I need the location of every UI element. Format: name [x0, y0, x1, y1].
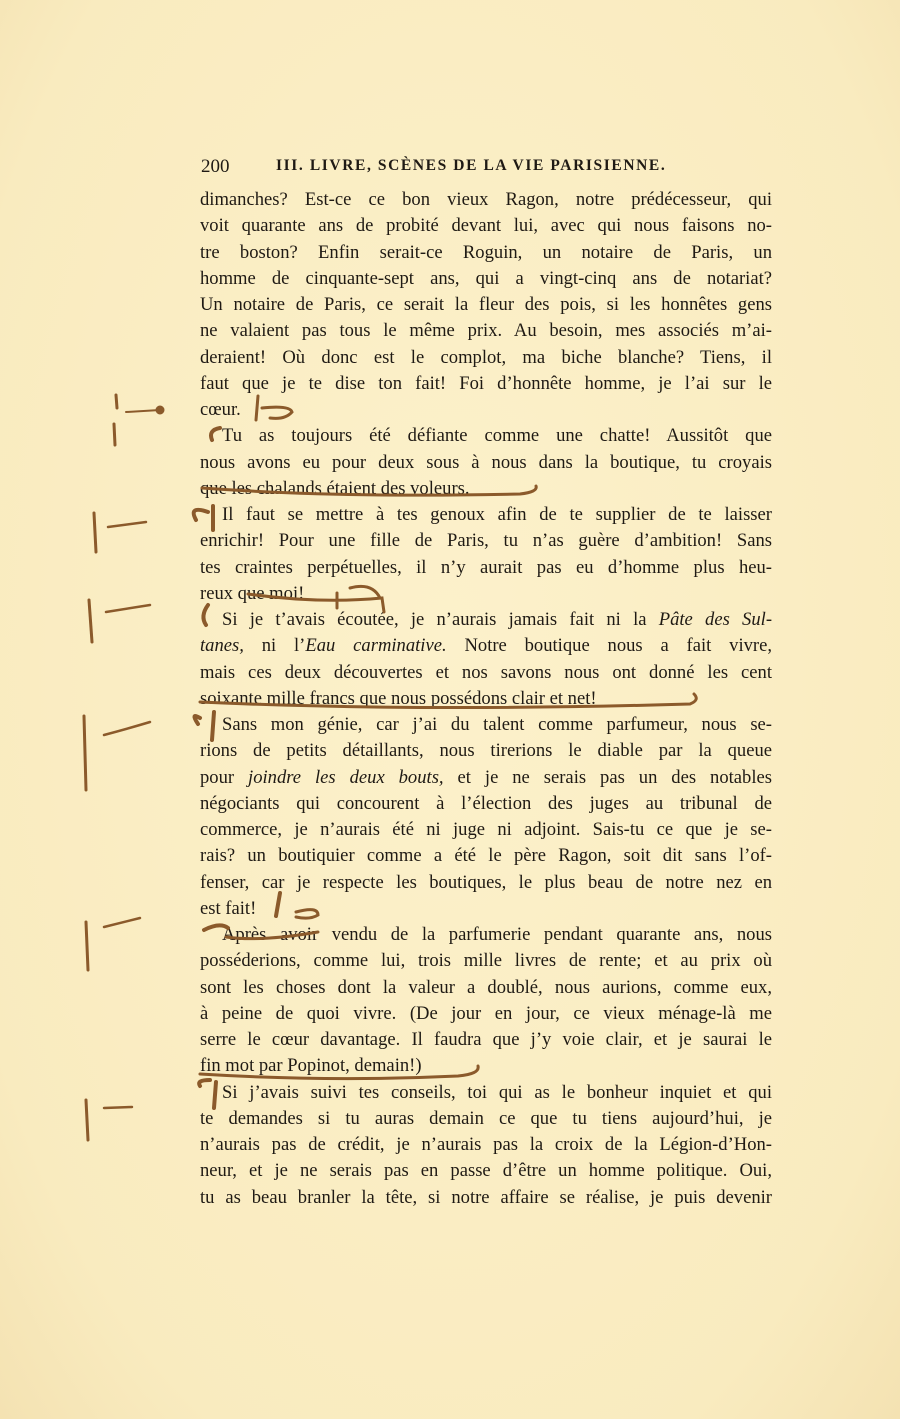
- text-segment: tes craintes perpétuelles, il n’y aurait pas eu d’homme plus heu-: [200, 556, 772, 578]
- text-line: [200, 712, 772, 738]
- margin-paragraph-mark: [86, 1100, 132, 1140]
- text-segment: soixante mille francs que nous possédons clair et net!: [200, 687, 597, 709]
- margin-paragraph-mark: [94, 513, 146, 552]
- text-line: [200, 423, 772, 449]
- text-line: [200, 528, 772, 554]
- text-line: [200, 975, 772, 1001]
- text-line: [200, 476, 772, 502]
- text-segment: fenser, car je respecte les boutiques, le plus beau de notre nez en: [200, 871, 772, 893]
- text-segment: serre le cœur davantage. Il faudra que j’y voie clair, et je saurai le: [200, 1029, 772, 1050]
- text-line: [200, 948, 772, 974]
- text-line: [200, 633, 772, 659]
- text-segment: Tu as toujours été défiante comme une chatte! Aussitôt que: [222, 425, 772, 447]
- italic-text: joindre les deux bouts,: [248, 766, 444, 788]
- italic-text: Pâte des Sul-: [658, 609, 773, 630]
- margin-paragraph-mark: [89, 600, 150, 642]
- running-title: III. LIVRE, SCÈNES DE LA VIE PARISIENNE.: [276, 157, 667, 174]
- text-segment: rais? un boutiquier comme a été le père Ragon, soit dit sans l’of-: [200, 845, 772, 867]
- text-line: [200, 1053, 772, 1079]
- text-line: [200, 843, 772, 869]
- text-segment: sont les choses dont la valeur a doublé, nous aurions, comme eux,: [200, 976, 772, 998]
- text-segment: Sans mon génie, car j’ai du talent comme parfumeur, nous se-: [222, 714, 772, 735]
- text-segment: est fait!: [200, 897, 257, 919]
- text-line: [200, 738, 772, 764]
- text-segment: commerce, je n’aurais été ni juge ni adjoint. Sais-tu ce que je se-: [200, 819, 772, 840]
- text-line: [200, 555, 772, 581]
- text-line: [200, 397, 772, 423]
- page-body-text: [200, 187, 772, 1211]
- running-header: [201, 156, 772, 180]
- text-line: [200, 187, 772, 213]
- text-line: [200, 266, 772, 292]
- margin-paragraph-mark: [86, 918, 140, 970]
- text-line: [200, 896, 772, 922]
- text-line: [200, 292, 772, 318]
- text-segment: à peine de quoi vivre. (De jour en jour, ce vieux ménage-là me: [200, 1002, 772, 1024]
- text-line: [200, 1080, 772, 1106]
- text-line: [200, 791, 772, 817]
- text-segment: fin mot par Popinot, demain!): [200, 1055, 422, 1077]
- text-line: [200, 607, 772, 633]
- text-segment: voit quarante ans de probité devant lui, avec qui nous faisons no-: [200, 215, 772, 237]
- italic-text: tanes,: [200, 635, 244, 657]
- text-segment: enrichir! Pour une fille de Paris, tu n’as guère d’ambition! Sans: [200, 530, 772, 552]
- text-segment: reux que moi!: [200, 582, 305, 604]
- text-line: [200, 1001, 772, 1027]
- text-segment: neur, et je ne serais pas en passe d’être un homme politique. Oui,: [200, 1160, 772, 1182]
- text-segment: deraient! Où donc est le complot, ma biche blanche? Tiens, il: [200, 346, 772, 368]
- text-line: [200, 502, 772, 528]
- text-line: [200, 345, 772, 371]
- text-segment: mais ces deux découvertes et nos savons nous ont donné les cent: [200, 661, 772, 683]
- text-segment: ne valaient pas tous le même prix. Au besoin, mes associés m’ai-: [200, 320, 772, 342]
- text-segment: Si j’avais suivi tes conseils, toi qui as le bonheur inquiet et qui: [222, 1081, 772, 1103]
- text-segment: n’aurais pas de crédit, je n’aurais pas la croix de la Légion-d’Hon-: [200, 1134, 772, 1155]
- text-segment: cœur.: [200, 399, 241, 420]
- text-segment: négociants qui concourent à l’élection des juges au tribunal de: [200, 792, 772, 814]
- text-segment: Il faut se mettre à tes genoux afin de te supplier de te laisser: [222, 504, 772, 525]
- text-segment: posséderions, comme lui, trois mille livres de rente; et au prix où: [200, 950, 772, 972]
- page-number: 200: [201, 156, 230, 177]
- text-segment: tre boston? Enfin serait-ce Roguin, un notaire de Paris, un: [200, 241, 772, 263]
- text-segment: nous avons eu pour deux sous à nous dans la boutique, tu croyais: [200, 451, 772, 473]
- text-segment: que les chalands étaient des voleurs.: [200, 477, 470, 499]
- italic-text: Eau carminative.: [305, 635, 447, 657]
- text-line: [200, 1185, 772, 1211]
- text-segment: et je ne serais pas un des notables: [443, 766, 772, 788]
- text-segment: te demandes si tu auras demain ce que tu tiens aujourd’hui, je: [200, 1107, 772, 1129]
- text-line: [200, 922, 772, 948]
- text-line: [200, 686, 772, 712]
- text-segment: pour: [200, 766, 249, 788]
- text-segment: ni l’: [243, 635, 306, 657]
- text-line: [200, 1027, 772, 1053]
- margin-paragraph-mark: [84, 716, 150, 790]
- text-line: [200, 870, 772, 896]
- text-segment: tu as beau branler la tête, si notre affaire se réalise, je puis devenir: [200, 1186, 772, 1208]
- text-line: [200, 765, 772, 791]
- text-segment: faut que je te dise ton fait! Foi d’honnête homme, je l’ai sur le: [200, 372, 772, 394]
- text-line: [200, 581, 772, 607]
- text-segment: dimanches? Est-ce ce bon vieux Ragon, notre prédécesseur, qui: [200, 189, 772, 210]
- text-segment: Si je t’avais écoutée, je n’aurais jamais fait ni la: [222, 609, 659, 630]
- text-line: [200, 1106, 772, 1132]
- text-segment: rions de petits détaillants, nous tirerions le diable par la queue: [200, 740, 772, 762]
- text-segment: Un notaire de Paris, ce serait la fleur des pois, si les honnêtes gens: [200, 294, 772, 315]
- text-segment: homme de cinquante-sept ans, qui a vingt-cinq ans de notariat?: [200, 267, 772, 289]
- text-segment: Après avoir vendu de la parfumerie pendant quarante ans, nous: [222, 924, 772, 945]
- text-line: [200, 660, 772, 686]
- margin-paragraph-mark: [114, 395, 163, 445]
- text-line: [200, 1158, 772, 1184]
- text-line: [200, 450, 772, 476]
- text-line: [200, 240, 772, 266]
- text-line: [200, 213, 772, 239]
- text-line: [200, 1132, 772, 1158]
- text-line: [200, 318, 772, 344]
- text-segment: Notre boutique nous a fait vivre,: [446, 635, 773, 657]
- text-line: [200, 371, 772, 397]
- text-line: [200, 817, 772, 843]
